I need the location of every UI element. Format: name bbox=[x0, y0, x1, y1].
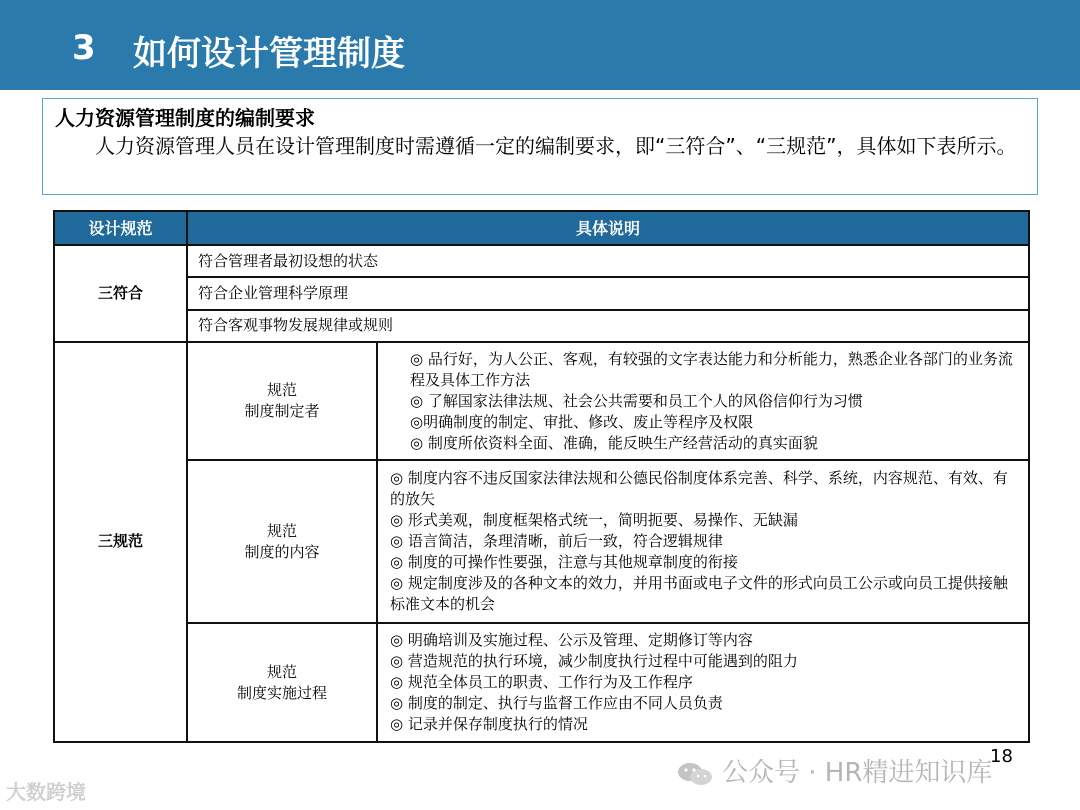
sub-category-line: 制度实施过程 bbox=[236, 683, 327, 702]
list-item: ◎ 制度内容不违反国家法律法规和公德民俗制度体系完善、科学、系统，内容规范、有效、有的放矢 bbox=[390, 469, 1008, 509]
list-item: ◎ 明确培训及实施过程、公示及管理、定期修订等内容 bbox=[390, 631, 753, 650]
list-item: ◎ 品行好，为人公正、客观，有较强的文字表达能力和分析能力，熟悉企业各部门的业务流程及具体工作方法 bbox=[410, 349, 1013, 389]
table-row bbox=[54, 245, 1029, 277]
items-cell bbox=[377, 460, 1029, 623]
page-title: 如何设计管理制度 bbox=[133, 34, 405, 74]
conform-item: 符合管理者最初设想的状态 bbox=[187, 245, 1029, 277]
conform-item: 符合企业管理科学原理 bbox=[187, 277, 1029, 309]
sub-category-line: 制度制定者 bbox=[244, 402, 320, 421]
header-cell-norm: 设计规范 bbox=[54, 211, 187, 245]
list-item: ◎ 规范全体员工的职责、工作行为及工作程序 bbox=[390, 673, 693, 692]
category-three-norms: 三规范 bbox=[54, 342, 187, 742]
list-item: ◎ 语言简洁，条理清晰，前后一致，符合逻辑规律 bbox=[390, 532, 723, 551]
list-item: ◎ 制度的可操作性要强，注意与其他规章制度的衔接 bbox=[390, 553, 738, 572]
sub-category-cell bbox=[187, 623, 377, 742]
list-item: ◎ 规定制度涉及的各种文本的效力，并用书面或电子文件的形式向员工公示或向员工提供接触标准文本的机会 bbox=[390, 574, 1008, 614]
intro-paragraph: 人力资源管理人员在设计管理制度时需遵循一定的编制要求，即“三符合”、“三规范”，具体如下表所示。 bbox=[95, 134, 1017, 158]
header-cell-description: 具体说明 bbox=[187, 211, 1029, 245]
sub-category-cell bbox=[187, 342, 377, 461]
footer-watermark bbox=[676, 752, 992, 789]
table-row bbox=[54, 342, 1029, 461]
list-item: ◎ 制度所依资料全面、准确，能反映生产经营活动的真实面貌 bbox=[410, 433, 818, 452]
list-item: ◎ 记录并保存制度执行的情况 bbox=[390, 715, 588, 734]
section-number: 3 bbox=[72, 28, 96, 68]
conform-item: 符合客观事物发展规律或规则 bbox=[187, 310, 1029, 342]
sub-category-line: 规范 bbox=[266, 381, 297, 400]
table-row bbox=[54, 277, 1029, 309]
page-number: 18 bbox=[990, 746, 1013, 767]
corner-logo bbox=[6, 776, 86, 805]
list-item: ◎ 营造规范的执行环境，减少制度执行过程中可能遇到的阻力 bbox=[390, 652, 798, 671]
intro-box bbox=[42, 98, 1038, 195]
list-item: ◎ 制度的制定、执行与监督工作应由不同人员负责 bbox=[390, 694, 723, 713]
sub-category-line: 制度的内容 bbox=[244, 542, 320, 561]
table-row bbox=[54, 623, 1029, 742]
wechat-icon bbox=[676, 761, 714, 787]
sub-category-line: 规范 bbox=[266, 662, 297, 681]
sub-category-line: 规范 bbox=[266, 521, 297, 540]
corner-logo-text: 大数跨境 bbox=[6, 780, 86, 804]
footer-watermark-text: 公众号 · HR精进知识库 bbox=[722, 758, 993, 788]
table-row bbox=[54, 310, 1029, 342]
items-cell bbox=[377, 623, 1029, 742]
items-cell bbox=[377, 342, 1029, 461]
sub-category-cell bbox=[187, 460, 377, 623]
table-header-row bbox=[54, 211, 1029, 245]
requirements-table bbox=[53, 210, 1030, 743]
title-bar bbox=[0, 0, 1080, 90]
list-item: ◎ 了解国家法律法规、社会公共需要和员工个人的风俗信仰行为习惯 bbox=[410, 391, 863, 410]
table-row bbox=[54, 460, 1029, 623]
intro-heading: 人力资源管理制度的编制要求 bbox=[55, 106, 315, 130]
list-item: ◎明确制度的制定、审批、修改、废止等程序及权限 bbox=[410, 412, 754, 431]
category-three-conform: 三符合 bbox=[54, 245, 187, 342]
list-item: ◎ 形式美观，制度框架格式统一，简明扼要、易操作、无缺漏 bbox=[390, 511, 798, 530]
